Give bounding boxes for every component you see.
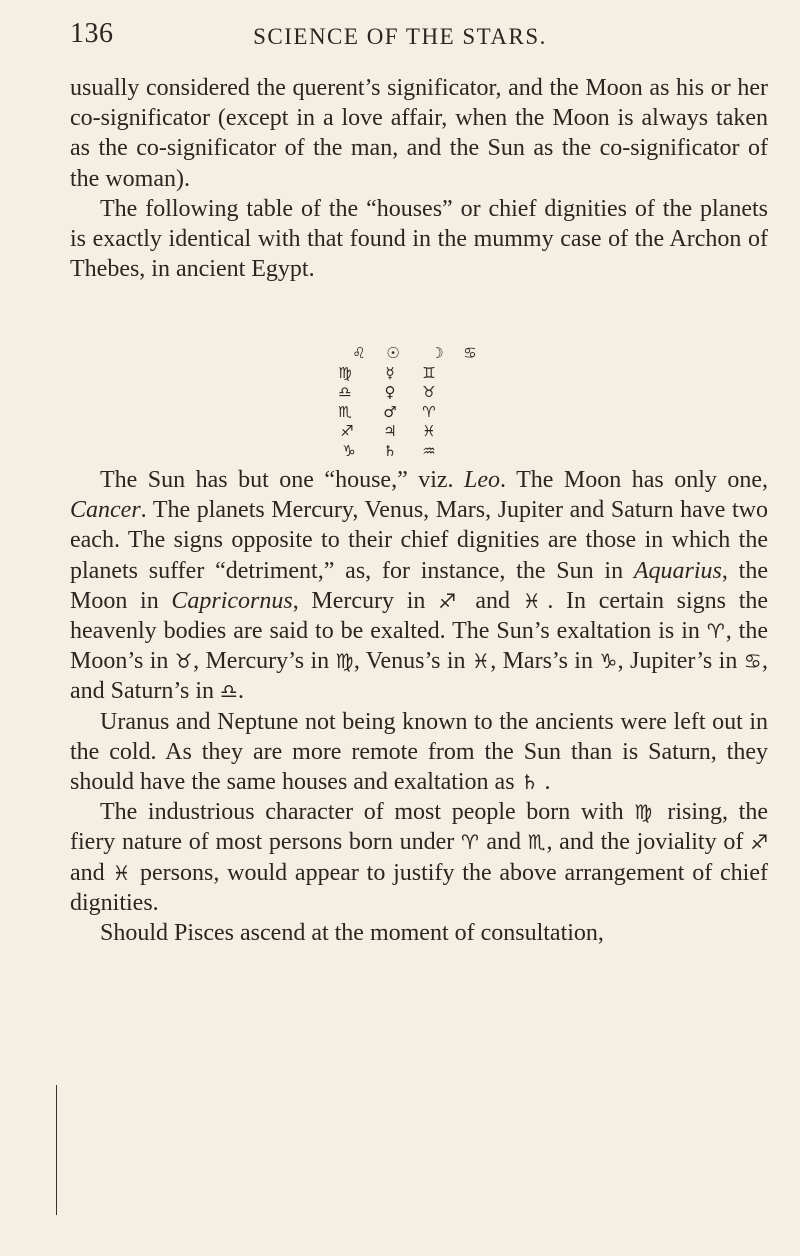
text-block-bottom	[70, 465, 768, 948]
table-row	[330, 383, 500, 403]
text-run: Uranus and Neptune not being known to the ancients were left out in the cold. As they are more remote from the Sun than is Saturn, they should have the same houses and exaltation as	[70, 708, 768, 796]
text-run: and	[462, 587, 523, 614]
paragraph-continued: usually considered the querent’s significator, and the Moon as his or her co-significator (except in a love affair, when the Moon is always taken as the co-significator of the man, and the Sun as the co-significator of the woman).	[70, 75, 768, 192]
scorpio-symbol: ♏	[527, 830, 547, 855]
sign-aries-symbol: ♈	[422, 402, 436, 421]
text-run: , the Moon’s in	[70, 618, 768, 675]
italic-cancer: Cancer	[70, 497, 141, 524]
table-row	[330, 403, 500, 423]
mercury-symbol: ☿	[385, 363, 395, 382]
sign-capricorn-symbol: ♑	[342, 441, 356, 460]
sign-taurus-symbol: ♉	[422, 383, 436, 401]
saturn-symbol: ♄	[383, 441, 397, 460]
text-run: rising, the fiery nature of most persons born under	[70, 799, 769, 856]
paragraph-character	[70, 797, 768, 918]
text-run: and	[70, 859, 113, 886]
text-run: .	[237, 678, 244, 705]
text-block-top	[70, 73, 768, 284]
text-run: , Mercury’s in	[193, 648, 336, 675]
pisces-symbol: ♓	[471, 649, 491, 674]
text-run: persons, would appear to justify the above arrangement of chief dignities.	[70, 859, 768, 916]
table-row	[330, 422, 500, 442]
mars-symbol: ♂	[383, 402, 397, 421]
sign-libra-symbol: ♎	[338, 383, 352, 401]
text-run: .	[538, 769, 551, 796]
text-run: , Jupiter’s in	[617, 648, 744, 675]
text-run: . The planets Mercury, Venus, Mars, Jupiter and Saturn have two each. The signs opposite to their chief dignities are those in which the planets suffer “detriment,” as, for instance, the Sun in	[70, 497, 768, 584]
saturn-symbol: ♄	[520, 770, 539, 795]
margin-pencil-mark	[56, 1085, 57, 1215]
sign-sagittarius-symbol: ♐	[340, 422, 354, 440]
text-run: The industrious character of most people born with	[100, 799, 635, 826]
running-head: SCIENCE OF THE STARS.	[253, 24, 547, 49]
venus-symbol: ♀	[384, 383, 396, 401]
sign-cancer-symbol: ♋	[463, 344, 477, 362]
pisces-symbol: ♓	[522, 588, 548, 613]
aries-symbol: ♈	[461, 830, 480, 855]
cancer-symbol: ♋	[743, 649, 763, 674]
sagittarius-symbol: ♐	[438, 588, 463, 613]
sun-symbol: ☉	[386, 344, 400, 362]
taurus-symbol: ♉	[174, 649, 194, 674]
sign-leo-symbol: ♌	[352, 344, 366, 362]
text-run: , and Saturn’s in	[70, 648, 769, 705]
sign-pisces-symbol: ♓	[422, 422, 436, 440]
italic-leo: Leo	[464, 467, 501, 493]
paragraph-uranus-neptune	[70, 707, 768, 798]
capricorn-symbol: ♑	[599, 649, 618, 674]
virgo-symbol: ♍	[634, 800, 657, 825]
text-run: and	[479, 829, 528, 856]
table-row	[330, 442, 500, 462]
moon-symbol: ☽	[430, 344, 444, 362]
text-run: , Mercury in	[292, 587, 439, 614]
page-number: 136	[70, 18, 114, 49]
text-run: , the Moon in	[70, 557, 769, 614]
text-run: , Venus’s in	[353, 648, 472, 675]
jupiter-symbol: ♃	[383, 422, 397, 440]
paragraph-pisces: Should Pisces ascend at the moment of consultation,	[100, 920, 604, 947]
paragraph-table-intro: The following table of the “houses” or chief dignities of the planets is exactly identical with that found in the mummy case of the Archon of Thebes, in ancient Egypt.	[70, 195, 768, 283]
virgo-symbol: ♍	[335, 649, 354, 674]
table-row	[330, 344, 500, 364]
italic-aquarius: Aquarius	[633, 557, 722, 584]
text-run: , Mars’s in	[490, 648, 600, 675]
italic-capricornus: Capricornus	[171, 587, 293, 614]
sign-aquarius-symbol: ♒	[422, 441, 436, 460]
dignities-table	[330, 344, 500, 461]
text-run: . In certain signs the heavenly bodies are said to be exalted. The Sun’s exaltation is in	[70, 587, 769, 645]
paragraph-houses	[70, 465, 768, 707]
text-run: , and the joviality of	[546, 829, 751, 856]
pisces-symbol: ♓	[112, 860, 133, 885]
text-run: The Sun has but one “house,” viz.	[100, 467, 465, 493]
aries-symbol: ♈	[706, 619, 726, 644]
libra-symbol: ♎	[220, 679, 238, 704]
sign-scorpio-symbol: ♏	[338, 402, 352, 421]
sign-gemini-symbol: ♊	[422, 363, 436, 382]
sagittarius-symbol: ♐	[750, 830, 768, 855]
sign-virgo-symbol: ♍	[338, 363, 352, 382]
table-row	[330, 364, 500, 384]
text-run: . The Moon has only one,	[500, 467, 769, 493]
